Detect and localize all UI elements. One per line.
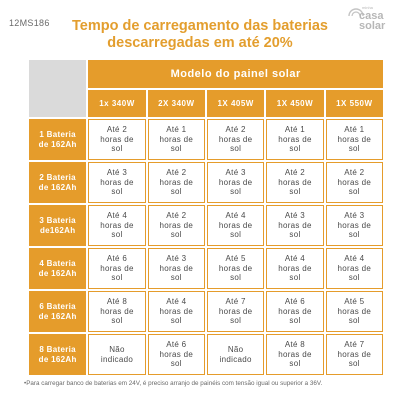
cell-line: sol	[289, 273, 301, 283]
table-cell	[326, 119, 383, 160]
cell-line: horas de	[100, 220, 134, 230]
cell-line: horas de	[337, 306, 372, 316]
cell-line: horas de	[159, 263, 194, 273]
table-row	[29, 248, 383, 289]
row-header	[29, 291, 86, 332]
row-header-line: de 162Ah	[38, 268, 77, 278]
cell-line: horas de	[100, 134, 134, 144]
cell-line: Até 3	[344, 211, 365, 221]
cell-line: sol	[170, 144, 182, 154]
cell-line: Até 1	[284, 125, 306, 135]
cell-line: horas de	[159, 349, 194, 359]
table-cell	[207, 334, 264, 375]
cell-line: Até 1	[166, 125, 187, 135]
table-cell	[88, 248, 145, 289]
cell-line: Até 7	[225, 297, 246, 307]
table-cell	[207, 248, 264, 289]
cell-line: Até 3	[106, 168, 128, 178]
table-cell	[266, 248, 323, 289]
cell-line: horas de	[218, 220, 253, 230]
row-header-line: 3 Bateria	[39, 215, 76, 225]
cell-line: sol	[289, 187, 301, 197]
table-cell	[148, 291, 205, 332]
cell-line: sol	[289, 230, 301, 240]
cell-line: Até 3	[166, 254, 187, 264]
cell-line: horas de	[218, 134, 253, 144]
row-header	[29, 334, 86, 375]
table-corner	[29, 60, 86, 117]
cell-line: sol	[230, 273, 242, 283]
cell-line: Até 6	[284, 297, 306, 307]
table-cell	[326, 162, 383, 203]
table-cell	[148, 205, 205, 246]
row-header-line: 1 Bateria	[39, 129, 76, 139]
column-header: 1X 405W	[207, 90, 264, 117]
cell-line: indicado	[219, 354, 252, 364]
cell-line: horas de	[278, 134, 312, 144]
cell-line: horas de	[100, 306, 134, 316]
cell-line: Até 4	[166, 297, 187, 307]
cell-line: Até 8	[284, 340, 306, 350]
cell-line: horas de	[337, 263, 372, 273]
row-header-line: de 162Ah	[38, 182, 77, 192]
cell-line: sol	[111, 316, 123, 326]
charging-time-table	[27, 58, 385, 377]
cell-line: Até 4	[344, 254, 365, 264]
cell-line: indicado	[100, 354, 134, 364]
table-cell	[148, 119, 205, 160]
brand-logo	[339, 3, 395, 41]
cell-line: Não	[227, 345, 244, 354]
panel-model-header: Modelo do painel solar	[88, 60, 383, 88]
table-cell	[266, 291, 323, 332]
column-header: 1x 340W	[88, 90, 145, 117]
row-header	[29, 205, 86, 246]
logo-small-text: minha	[362, 5, 373, 10]
footnote: •Para carregar banco de baterias em 24V, é preciso arranjo de painéis com tensão igual ou superior a 36V.	[24, 380, 323, 387]
cell-line: sol	[348, 230, 360, 240]
cell-line: horas de	[159, 134, 194, 144]
cell-line: Até 4	[284, 254, 306, 264]
cell-line: sol	[111, 230, 123, 240]
cell-line: horas de	[100, 263, 134, 273]
row-header-line: de 162Ah	[38, 139, 77, 149]
cell-line: horas de	[159, 177, 194, 187]
cell-line: sol	[289, 316, 301, 326]
cell-line: horas de	[159, 306, 194, 316]
cell-line: Até 8	[106, 297, 128, 307]
logo-line-1: casa	[359, 10, 384, 22]
table-cell	[326, 205, 383, 246]
cell-line: sol	[230, 230, 242, 240]
cell-line: Até 2	[166, 168, 187, 178]
table-row	[29, 334, 383, 375]
table-cell	[266, 162, 323, 203]
table-cell	[88, 334, 145, 375]
table-cell	[326, 248, 383, 289]
cell-line: horas de	[337, 134, 372, 144]
cell-line: sol	[170, 230, 182, 240]
cell-line: sol	[348, 316, 360, 326]
table-cell	[207, 119, 264, 160]
cell-line: sol	[348, 144, 360, 154]
cell-line: sol	[348, 359, 360, 369]
column-header: 1X 450W	[266, 90, 323, 117]
cell-line: sol	[348, 187, 360, 197]
logo-brand-text	[359, 11, 385, 31]
row-header	[29, 248, 86, 289]
cell-line: Até 2	[344, 168, 365, 178]
table-cell	[88, 205, 145, 246]
table-cell	[207, 291, 264, 332]
table-cell	[88, 119, 145, 160]
table-row	[29, 291, 383, 332]
cell-line: Até 2	[284, 168, 306, 178]
table-cell	[266, 119, 323, 160]
cell-line: horas de	[159, 220, 194, 230]
cell-line: Até 1	[344, 125, 365, 135]
cell-line: sol	[170, 316, 182, 326]
cell-line: horas de	[278, 263, 312, 273]
cell-line: horas de	[218, 177, 253, 187]
cell-line: sol	[289, 144, 301, 154]
row-header-line: 4 Bateria	[39, 258, 76, 268]
cell-line: Até 5	[344, 297, 365, 307]
cell-line: sol	[348, 273, 360, 283]
row-header-line: 2 Bateria	[39, 172, 76, 182]
table-cell	[207, 205, 264, 246]
product-code: 12MS186	[9, 18, 50, 28]
page-title	[60, 18, 340, 52]
cell-line: horas de	[337, 220, 372, 230]
cell-line: horas de	[278, 220, 312, 230]
cell-line: horas de	[337, 349, 372, 359]
cell-line: Até 4	[225, 211, 246, 221]
table-cell	[88, 291, 145, 332]
table-cell	[148, 162, 205, 203]
table-row	[29, 205, 383, 246]
title-line-2: descarregadas em até 20%	[107, 35, 293, 51]
table-cell	[207, 162, 264, 203]
row-header-line: de162Ah	[39, 225, 76, 235]
cell-line: sol	[289, 359, 301, 369]
cell-line: sol	[170, 187, 182, 197]
row-header-line: 8 Bateria	[39, 344, 76, 354]
table-cell	[326, 334, 383, 375]
cell-line: Até 2	[166, 211, 187, 221]
cell-line: sol	[111, 144, 123, 154]
cell-line: Até 2	[106, 125, 128, 135]
cell-line: sol	[230, 316, 242, 326]
cell-line: Até 6	[166, 340, 187, 350]
cell-line: horas de	[278, 306, 312, 316]
cell-line: sol	[170, 273, 182, 283]
cell-line: Até 2	[225, 125, 246, 135]
cell-line: sol	[170, 359, 182, 369]
row-header-line: de 162Ah	[38, 354, 77, 364]
row-header-line: de 162Ah	[38, 311, 77, 321]
cell-line: horas de	[218, 263, 253, 273]
table-cell	[88, 162, 145, 203]
cell-line: sol	[111, 273, 123, 283]
cell-line: horas de	[218, 306, 253, 316]
cell-line: Até 5	[225, 254, 246, 264]
cell-line: horas de	[100, 177, 134, 187]
table-cell	[326, 291, 383, 332]
cell-line: horas de	[337, 177, 372, 187]
cell-line: Até 3	[225, 168, 246, 178]
table-row	[29, 162, 383, 203]
column-header: 1X 550W	[326, 90, 383, 117]
table-cell	[266, 334, 323, 375]
cell-line: Até 7	[344, 340, 365, 350]
row-header-line: 6 Bateria	[39, 301, 76, 311]
table-cell	[148, 334, 205, 375]
table-row	[29, 119, 383, 160]
cell-line: horas de	[278, 349, 312, 359]
cell-line: Até 3	[284, 211, 306, 221]
cell-line: horas de	[278, 177, 312, 187]
table-cell	[266, 205, 323, 246]
table-cell	[148, 248, 205, 289]
cell-line: sol	[230, 187, 242, 197]
row-header	[29, 162, 86, 203]
table-body	[29, 119, 383, 375]
cell-line: Não	[109, 345, 125, 354]
cell-line: Até 4	[106, 211, 128, 221]
cell-line: sol	[230, 144, 242, 154]
row-header	[29, 119, 86, 160]
column-header: 2X 340W	[148, 90, 205, 117]
logo-line-2: solar	[359, 20, 386, 32]
title-line-1: Tempo de carregamento das baterias	[72, 18, 328, 34]
cell-line: sol	[111, 187, 123, 197]
cell-line: Até 6	[106, 254, 128, 264]
